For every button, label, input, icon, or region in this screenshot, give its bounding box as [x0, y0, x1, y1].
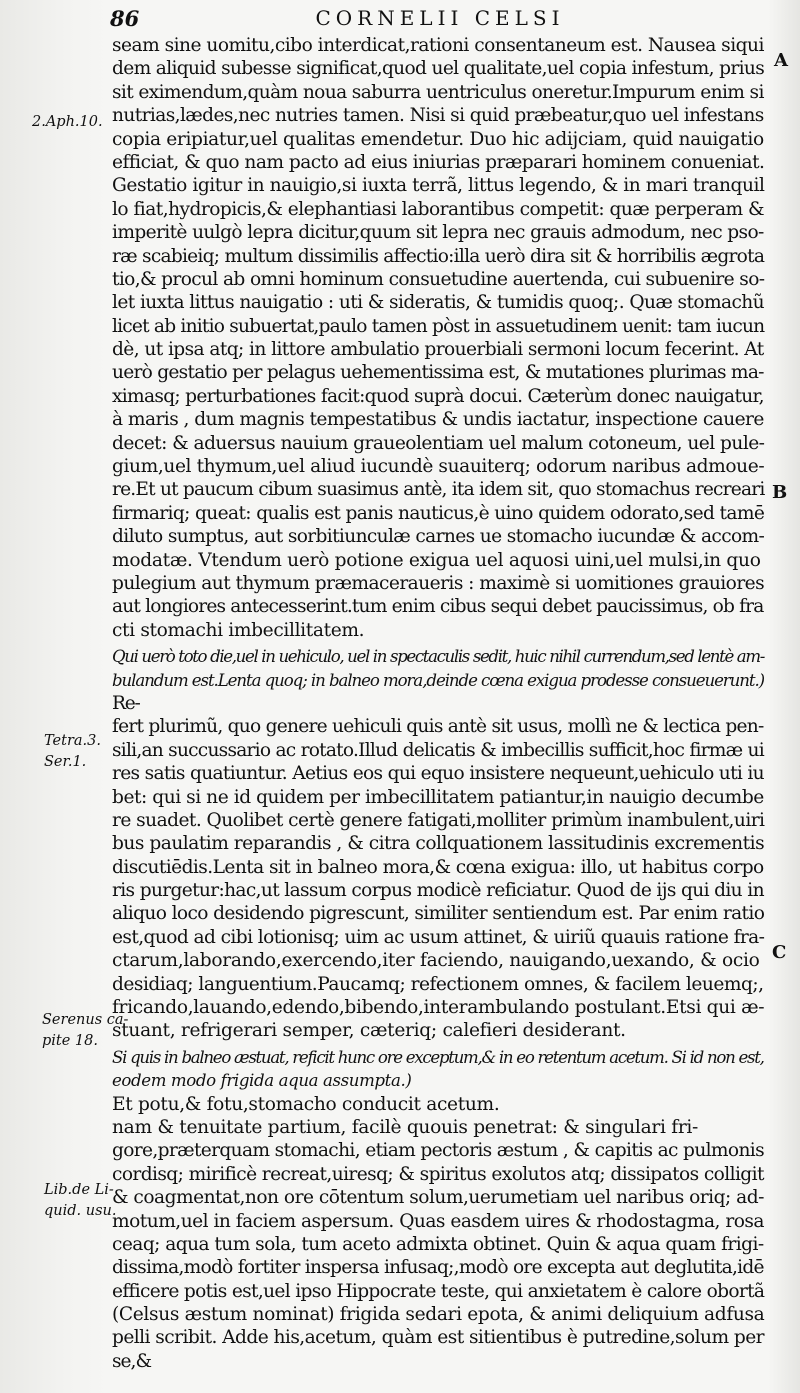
text-line: Et potu,& fotu,stomacho conducit acetum.: [112, 1093, 500, 1115]
text-line: desidiaq; languentium.Paucamq; refectionem omnes, & facilem leuemq;,: [112, 973, 764, 995]
text-line: sit eximendum,quàm noua saburra uentriculus oneretur.Impurum enim si: [112, 81, 764, 103]
text-line: gium,uel thymum,uel aliud iucundè suauiterq; odorum naribus admoue-: [112, 456, 765, 478]
margin-note-tetrabiblos: [44, 731, 101, 773]
section-marker-b: B: [772, 482, 788, 503]
text-line: stuant, refrigerari semper, cæteriq; calefieri desiderant.: [112, 1020, 626, 1042]
paragraph-2: [112, 692, 767, 1043]
text-line: à maris , dum magnis tempestatibus & undis iactatur, inspectione cauere: [112, 409, 764, 431]
text-line: (Celsus æstum nominat) frigida sedari epota, & animi deliquium adfusa: [112, 1304, 765, 1326]
text-line: Re-: [112, 692, 140, 714]
text-line: ctarum,laborando,exercendo,iter faciendo, nauigando,uexando, & ocio: [112, 950, 760, 972]
text-line: motum,uel in faciem aspersum. Quas easdem uires & rhodostagma, rosa: [112, 1210, 764, 1232]
text-line: pelli scribit. Adde his,acetum, quàm est sitientibus è putredine,solum per: [112, 1327, 764, 1349]
text-line: cti stomachi imbecillitatem.: [112, 619, 365, 641]
right-edge-shadow: [768, 0, 800, 1393]
text-line: bus paulatim reparandis , & citra collquationem lassitudinis excrementis: [112, 833, 765, 855]
text-line: diluto sumptus, aut sorbitiunculæ carnes ue stomacho iucundæ & accom-: [112, 526, 765, 548]
text-line: Si quis in balneo æstuat, reficit hunc ore exceptum,& in eo retentum acetum. Si id non est,: [112, 1047, 764, 1067]
text-line: dem aliquid subesse significat,quod uel qualitate,uel copia infestum, prius: [112, 58, 765, 80]
text-line: fricando,lauando,edendo,bibendo,interambulando postulant.Etsi qui æ-: [112, 997, 765, 1019]
text-line: seam sine uomitu,cibo interdicat,rationi consentaneum est. Nausea siqui: [112, 35, 764, 56]
text-line: bulandum est.Lenta quoq; in balneo mora,deinde cœna exigua prodesse consueuerunt.): [112, 670, 765, 690]
text-line: gore,præterquam stomachi, etiam pectoris æstum , & capitis ac pulmonis: [112, 1140, 764, 1162]
margin-note-liquidorum: [44, 1180, 117, 1222]
text-line: dissima,modò fortiter inspersa infusaq;,modò ore excepta aut deglutita,idē: [112, 1257, 764, 1279]
text-line: tio,& procul ab omni hominum consuetudine auertenda, cui subuenire so-: [112, 268, 765, 290]
commentary-quote-1: [112, 645, 767, 692]
margin-note-line: pite 18.: [42, 1033, 98, 1049]
text-line: copia eripiatur,uel qualitas emendetur. Duo hic adijciam, quid nauigatio: [112, 128, 764, 150]
text-line: res satis quatiuntur. Aetius eos qui equo insistere nequeunt,uehiculo uti iu: [112, 763, 764, 785]
margin-note-line: 2.Aph.10.: [32, 114, 103, 130]
text-line: efficere potis est,uel ipso Hippocrate teste, qui anxietatem è calore obortã: [112, 1280, 765, 1302]
text-line: efficiat, & quo nam pacto ad eius iniurias præparari hominem conueniat.: [112, 151, 765, 173]
text-line: eodem modo frigida aqua assumpta.): [112, 1071, 412, 1091]
text-line: ceaq; aqua tum sola, tum aceto admixta obtinet. Quin & aqua quam frigi-: [112, 1233, 764, 1255]
paragraph-3: [112, 1093, 767, 1374]
text-line: discutiēdis.Lenta sit in balneo mora,& cœna exigua: illo, ut habitus corpo: [112, 856, 764, 878]
text-line: bet: qui si ne id quidem per imbecillitatem patiantur,in nauigio decumbe: [112, 786, 764, 808]
page-header: [110, 4, 770, 34]
text-line: re.Et ut paucum cibum suasimus antè, ita idem sit, quo stomachus recreari: [112, 479, 765, 501]
text-line: licet ab initio subuertat,paulo tamen pòst in assuetudinem uenit: tam iucun: [112, 315, 765, 337]
text-line: pulegium aut thymum præmaceraueris : maximè si uomitiones grauiores: [112, 572, 765, 594]
margin-note-line: Serenus ca-: [42, 1012, 129, 1028]
text-line: re suadet. Quolibet certè genere fatigati,molliter primùm inambulent,uiri: [112, 809, 765, 831]
text-line: let iuxta littus nauigatio : uti & sideratis, & tumidis quoq;. Quæ stomachũ: [112, 292, 765, 314]
page-number: 86: [110, 6, 140, 31]
text-line: imperitè uulgò lepra dicitur,quum sit lepra nec grauis admodum, nec pso-: [112, 222, 764, 244]
margin-note-line: quid. usu.: [44, 1203, 117, 1219]
text-line: firmariq; queat: qualis est panis nauticus,è uino quidem odorato,sed tamē: [112, 502, 765, 524]
text-line: fert plurimũ, quo genere uehiculi quis antè sit usus, mollì ne & lectica pen-: [112, 716, 764, 738]
section-marker-c: C: [772, 942, 787, 963]
text-line: lo fiat,hydropicis,& elephantiasi laborantibus competit: quæ perperam &: [112, 198, 765, 220]
text-line: cordisq; mirificè recreat,uiresq; & spiritus exolutos atq; dissipatos colligit: [112, 1163, 764, 1185]
text-line: ris purgetur:hac,ut lassum corpus modicè reficiatur. Quod de ijs qui diu in: [112, 880, 764, 902]
text-line: & coagmentat,non ore cōtentum solum,uerumetiam uel naribus oriq; ad-: [112, 1187, 764, 1209]
paragraph-1: [112, 34, 767, 642]
text-line: aliquo loco desidendo pigrescunt, similiter sentiendum est. Par enim ratio: [112, 903, 765, 925]
running-head: CORNELII CELSI: [315, 6, 565, 30]
text-line: nutrias,lædes,nec nutries tamen. Nisi si quid præbeatur,quo uel infestans: [112, 105, 764, 127]
text-line: aut longiores antecesserint.tum enim cibus sequi debet paucissimus, ob fra: [112, 596, 764, 618]
text-line: uerò gestatio per pelagus uehementissima est, & mutationes plurimas ma-: [112, 362, 764, 384]
commentary-quote-2: [112, 1046, 767, 1093]
main-text-column: [112, 34, 767, 1373]
section-marker-a: A: [774, 50, 788, 71]
margin-note-line: Tetra.3.: [44, 733, 101, 749]
text-line: ximasq; perturbationes facit:quod suprà docui. Cæterùm donec nauigatur,: [112, 385, 764, 407]
margin-note-line: Lib.de Li-: [44, 1182, 114, 1198]
text-line: decet: & aduersus nauium graueolentiam uel malum cotoneum, uel pule-: [112, 432, 765, 454]
text-line: Gestatio igitur in nauigio,si iuxta terrã, littus legendo, & in mari tranquil: [112, 175, 765, 197]
margin-note-aphorism: [32, 112, 103, 133]
text-line: dè, ut ipsa atq; in littore ambulatio prouerbiali sermoni locum fecerint. At: [112, 339, 764, 361]
margin-note-line: Ser.1.: [44, 754, 87, 770]
text-line: nam & tenuitate partium, facilè quouis penetrat: & singulari fri-: [112, 1116, 699, 1138]
text-line: sili,an succussario ac rotato.Illud delicatis & imbecillis sufficit,hoc firmæ ui: [112, 739, 764, 761]
text-line: modatæ. Vtendum uerò potione exigua uel aquosi uini,uel mulsi,in quo: [112, 549, 761, 571]
text-line: est,quod ad cibi lotionisq; uim ac usum attinet, & uiriũ quauis ratione fra-: [112, 926, 765, 948]
text-line: Qui uerò toto die,uel in uehiculo, uel in spectaculis sedit, huic nihil currendum,sed lentè am-: [112, 647, 764, 667]
text-line: se,&: [112, 1350, 152, 1372]
text-line: ræ scabieiq; multum dissimilis affectio:illa uerò dira sit & horribilis ægrota: [112, 245, 765, 267]
